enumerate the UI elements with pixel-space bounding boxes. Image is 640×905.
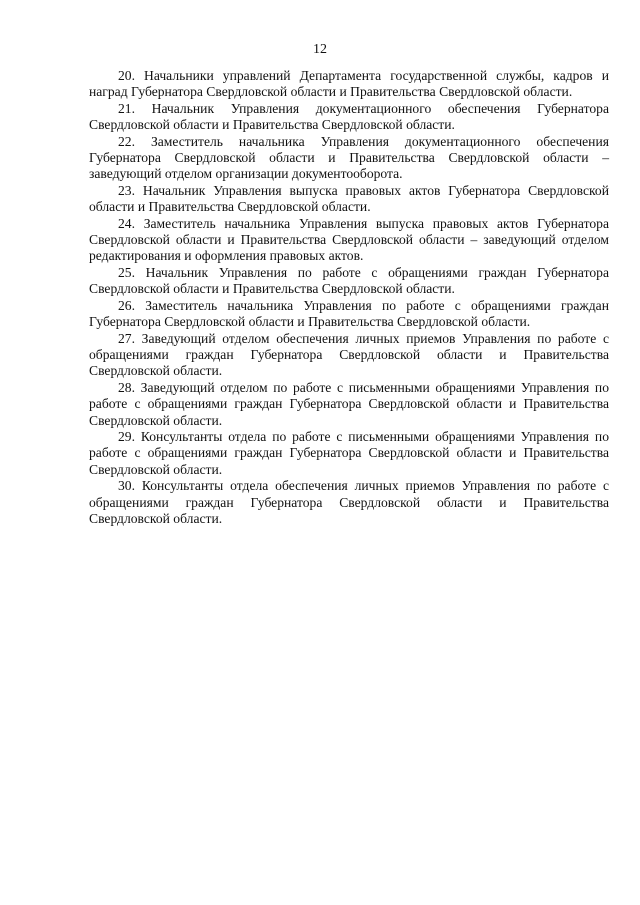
list-item-20: 20. Начальники управлений Департамента государственной службы, кадров и наград Губернатора Свердловской области и Правительства Свердловской области. <box>89 68 609 100</box>
list-item-22: 22. Заместитель начальника Управления документационного обеспечения Губернатора Свердловской области и Правительства Свердловской области – заведующий отделом организации документооборота. <box>89 133 609 182</box>
list-item-25: 25. Начальник Управления по работе с обращениями граждан Губернатора Свердловской области и Правительства Свердловской области. <box>89 264 609 297</box>
list-item-28: 28. Заведующий отделом по работе с письменными обращениями Управления по работе с обращениями граждан Губернатора Свердловской области и Правительства Свердловской области. <box>89 379 609 428</box>
list-item-27: 27. Заведующий отделом обеспечения личных приемов Управления по работе с обращениями граждан Губернатора Свердловской области и Правительства Свердловской области. <box>89 330 609 379</box>
list-item-24: 24. Заместитель начальника Управления выпуска правовых актов Губернатора Свердловской области и Правительства Свердловской области – заведующий отделом редактирования и оформления правовых актов. <box>89 215 609 264</box>
list-item-29: 29. Консультанты отдела по работе с письменными обращениями Управления по работе с обращениями граждан Губернатора Свердловской области и Правительства Свердловской области. <box>89 428 609 477</box>
list-item-30: 30. Консультанты отдела обеспечения личных приемов Управления по работе с обращениями граждан Губернатора Свердловской области и Правительства Свердловской области. <box>89 478 609 526</box>
list-item-23: 23. Начальник Управления выпуска правовых актов Губернатора Свердловской области и Правительства Свердловской области. <box>89 182 609 215</box>
page-number: 12 <box>313 42 327 57</box>
list-item-26: 26. Заместитель начальника Управления по работе с обращениями граждан Губернатора Свердловской области и Правительства Свердловской области. <box>89 297 609 330</box>
list-item-21: 21. Начальник Управления документационного обеспечения Губернатора Свердловской области и Правительства Свердловской области. <box>89 100 609 133</box>
document-body <box>89 68 609 527</box>
